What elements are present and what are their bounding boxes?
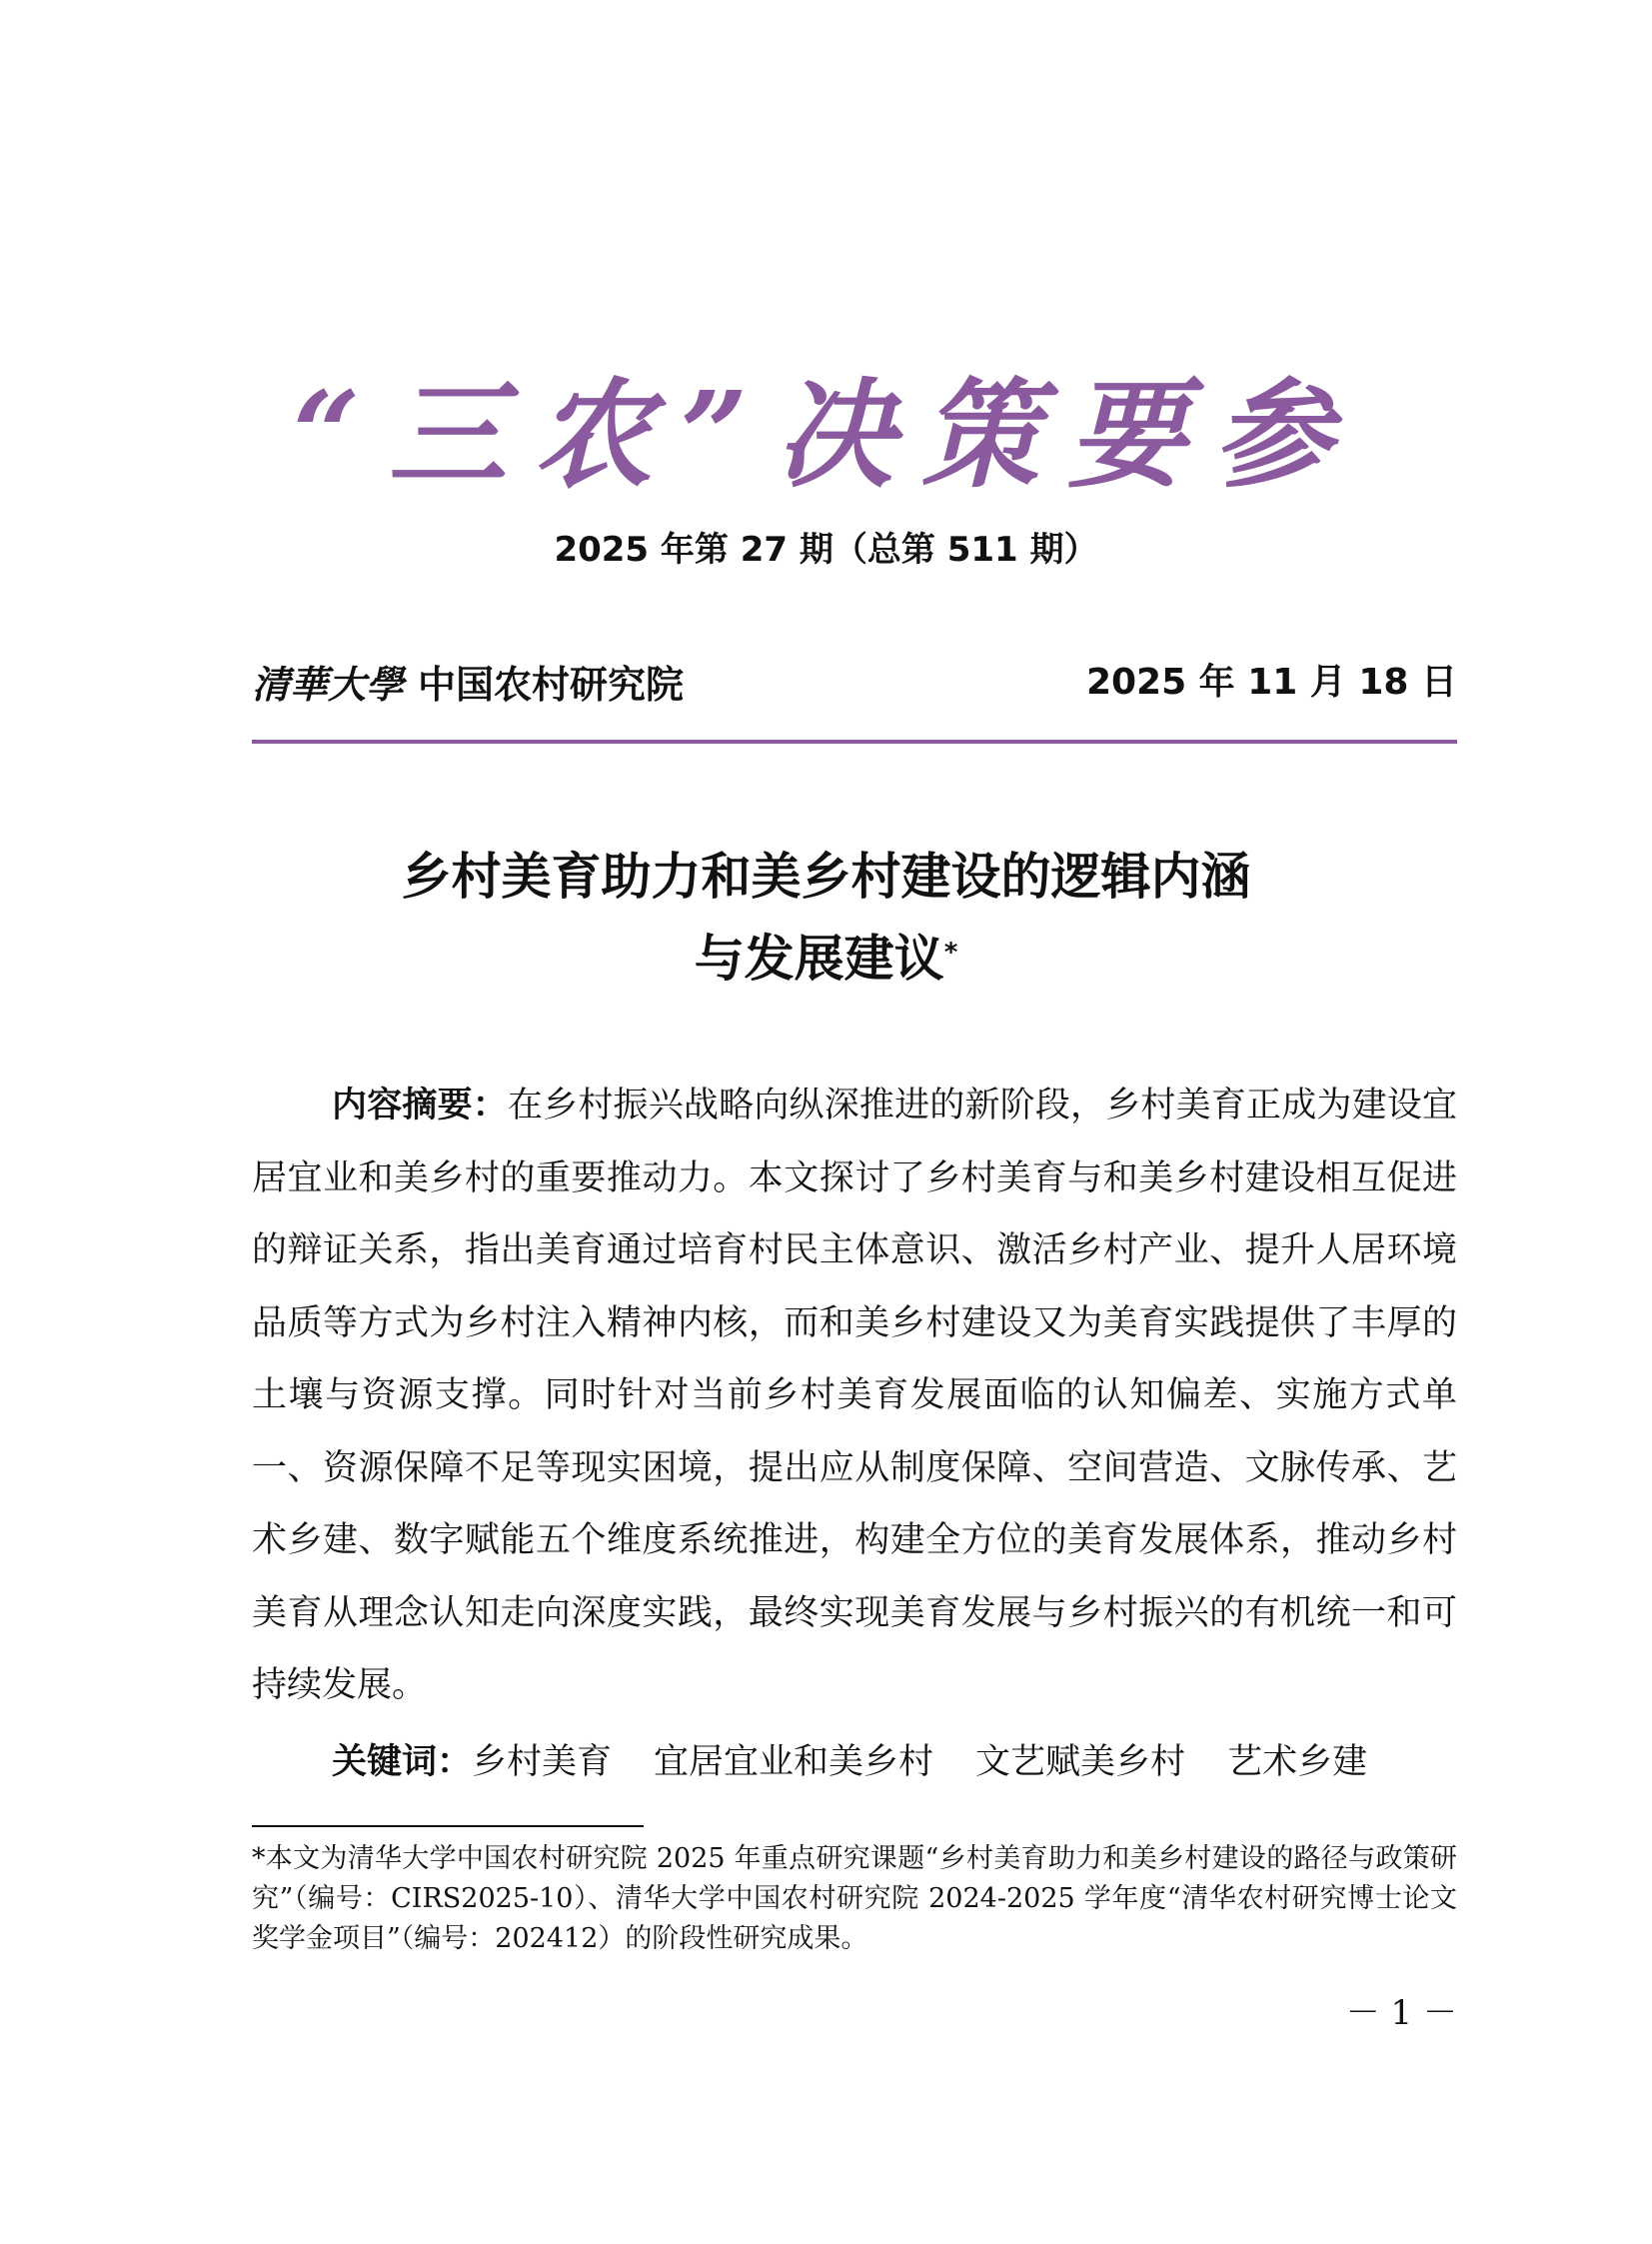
footnote-divider — [252, 1825, 644, 1827]
university-logo-text: 清華大學 — [252, 662, 405, 707]
header-row — [252, 654, 1457, 714]
keyword: 宜居宜业和美乡村 — [654, 1742, 934, 1782]
masthead-title: “三农”决策要参 — [292, 365, 1360, 504]
article-title-line1: 乡村美育助力和美乡村建设的逻辑内涵 — [401, 848, 1251, 906]
publisher — [252, 654, 684, 709]
page-number: － 1 － — [1345, 1993, 1457, 2033]
keyword: 文艺赋美乡村 — [975, 1742, 1186, 1782]
institute-name: 中国农村研究院 — [418, 662, 685, 707]
keyword: 艺术乡建 — [1227, 1742, 1368, 1782]
abstract — [252, 1070, 1457, 1722]
footnote-marker: * — [943, 938, 958, 968]
article-title-line2: 与发展建议 — [694, 930, 944, 988]
header-divider — [252, 740, 1457, 744]
article-title-line2-wrap — [0, 918, 1652, 1000]
keywords-label: 关键词： — [332, 1742, 473, 1782]
issue-line: 2025 年第 27 期（总第 511 期） — [554, 530, 1098, 570]
keyword: 乡村美育 — [472, 1742, 613, 1782]
abstract-text: 在乡村振兴战略向纵深推进的新阶段，乡村美育正成为建设宜居宜业和美乡村的重要推动力。本文探讨了乡村美育与和美乡村建设相互促进的辩证关系，指出美育通过培育村民主体意识、激活乡村产业、提升人居环境品质等方式为乡村注入精神内核，而和美乡村建设又为美育实践提供了丰厚的土壤与资源支撑。同时针对当前乡村美育发展面临的认知偏差、实施方式单一、资源保障不足等现实困境，提出应从制度保障、空间营造、文脉传承、艺术乡建、数字赋能五个维度系统推进，构建全方位的美育发展体系，推动乡村美育从理念认知走向深度实践，最终实现美育发展与乡村振兴的有机统一和可持续发展。 — [252, 1086, 1457, 1705]
publication-date: 2025 年 11 月 18 日 — [1085, 662, 1457, 703]
abstract-label: 内容摘要： — [332, 1086, 508, 1125]
keywords — [252, 1726, 1457, 1798]
footnote: *本文为清华大学中国农村研究院 2025 年重点研究课题“乡村美育助力和美乡村建设的路径与政策研究”（编号：CIRS2025-10）、清华大学中国农村研究院 2024-2025 学年度“清华农村研究博士论文奖学金项目”（编号：202412）的阶段性研究成果。 — [252, 1843, 1457, 1954]
article-title — [0, 836, 1652, 1000]
